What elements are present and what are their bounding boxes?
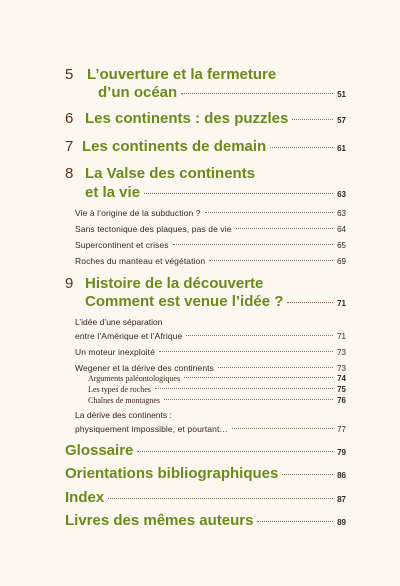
chapter-number: 8 [65,165,74,182]
leader-dots [144,193,333,194]
page-number: 76 [337,396,346,405]
section-title: Wegener et la dérive des continents [75,363,214,373]
page-number: 75 [337,385,346,394]
chapter-number: 5 [65,66,74,83]
page-number: 71 [337,299,346,308]
page-number: 86 [337,471,346,480]
section-entry[interactable] [75,347,346,357]
leader-dots [186,335,333,336]
index-entry[interactable] [65,489,346,506]
page-number: 89 [337,518,346,527]
section-title: Sans tectonique des plaques, pas de vie [75,224,232,234]
page-number: 61 [337,144,346,153]
section-title: Roches du manteau et végétation [75,256,206,266]
section-entry[interactable] [75,224,346,234]
page-number: 79 [337,448,346,457]
leader-dots [184,377,333,378]
glossary-title: Glossaire [65,442,134,459]
page-number: 73 [337,364,346,373]
subsection-entry[interactable] [88,385,346,394]
section-entry[interactable] [75,256,346,266]
page-number: 64 [337,225,346,234]
leader-dots [292,119,333,120]
chapter-title: La Valse des continents [85,165,256,182]
other-books-entry[interactable] [65,512,346,529]
subsection-title: Les types de roches [88,385,151,394]
section-entry[interactable] [75,363,346,373]
leader-dots [159,351,333,352]
leader-dots [155,388,333,389]
page-number: 74 [337,374,346,383]
page-number: 51 [337,90,346,99]
leader-dots [270,147,333,148]
page-number: 77 [337,425,346,434]
chapter-number: 7 [65,138,74,155]
chapter-title: Les continents de demain [82,138,267,155]
section-entry[interactable] [75,331,346,341]
section-title: Supercontinent et crises [75,240,169,250]
leader-dots [173,244,334,245]
section-title: Un moteur inexploité [75,347,155,357]
page-number: 73 [337,348,346,357]
other-books-title: Livres des mêmes auteurs [65,512,254,529]
chapter-title-line2: et la vie [85,184,141,201]
chapter-title: Histoire de la découverte [85,275,264,292]
chapter-title: Les continents : des puzzles [85,110,289,127]
page-number: 87 [337,495,346,504]
index-title: Index [65,489,105,506]
leader-dots [218,367,333,368]
chapter-title: L’ouverture et la fermeture [87,66,277,83]
subsection-entry[interactable] [88,396,346,405]
page-number: 65 [337,241,346,250]
page-number: 69 [337,257,346,266]
leader-dots [181,93,333,94]
leader-dots [164,399,333,400]
glossary-entry[interactable] [65,442,346,459]
leader-dots [108,498,333,499]
chapter-title-line2: Comment est venue l’idée ? [85,293,284,310]
leader-dots [282,474,333,475]
bibliography-title: Orientations bibliographiques [65,465,279,482]
bibliography-entry[interactable] [65,465,346,482]
section-title-line2: entre l’Amérique et l’Afrique [75,331,183,341]
page-number: 63 [337,190,346,199]
page-number: 63 [337,209,346,218]
subsection-title: Chaînes de montagnes [88,396,160,405]
section-title: Vie à l’origine de la subduction ? [75,208,201,218]
leader-dots [209,260,333,261]
page-number: 57 [337,116,346,125]
section-entry[interactable] [75,424,346,434]
section-entry[interactable] [75,240,346,250]
leader-dots [205,212,333,213]
leader-dots [232,428,333,429]
section-entry[interactable] [75,208,346,218]
section-title[interactable]: La dérive des continents : [75,410,172,420]
page-number: 71 [337,332,346,341]
leader-dots [137,451,333,452]
section-title[interactable]: L’idée d’une séparation [75,317,163,327]
subsection-title: Arguments paléontologiques [88,374,181,383]
chapter-number: 6 [65,110,74,127]
chapter-number: 9 [65,275,74,292]
section-title-line2: physiquement impossible, et pourtant… [75,424,229,434]
leader-dots [257,521,333,522]
leader-dots [236,228,334,229]
subsection-entry[interactable] [88,374,346,383]
chapter-title-line2: d’un océan [98,84,178,101]
leader-dots [287,302,333,303]
